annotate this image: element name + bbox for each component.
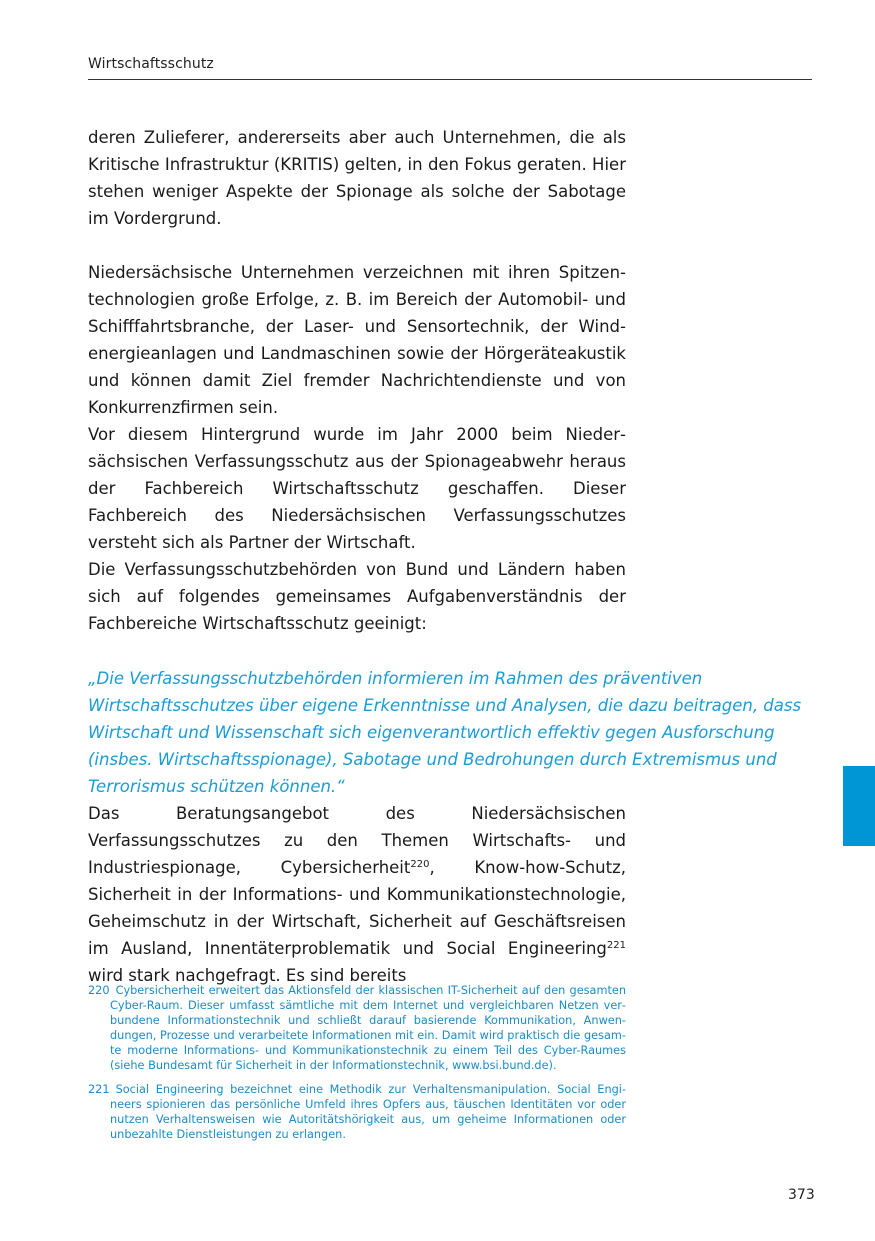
paragraph-text-part: wird stark nachgefragt. Es sind bereits [88, 966, 407, 985]
paragraph-text: Die Verfassungsschutzbehörden von Bund und Ländern haben sich auf folgendes gemeinsames Aufgabenverständnis der Fachbereiche Wirtschaftsschutz geeinigt: [88, 560, 626, 633]
paragraph-text-part: Das Beratungsangebot des Niedersächsischen Verfassungsschutzes zu den Themen Wirtschafts- und Industriespionage, Cybersicherheit [88, 804, 626, 877]
page-number: 373 [788, 1187, 815, 1203]
paragraph-text [88, 800, 626, 989]
footnote-reference: 220 [410, 859, 430, 870]
footnote-number: 220 [88, 984, 110, 997]
body-paragraphs-2-4 [88, 259, 626, 637]
body-paragraph-5 [88, 800, 626, 989]
paragraph-text: Niedersächsische Unternehmen verzeichnen mit ihren Spitzentechnologien große Erfolge, z. B. im Bereich der Automobil- und Schifffahrtsbranche, der Laser- und Sensortechnik, der Windenergieanlagen und Landmaschinen sowie der Hörgeräteakustik und können damit Ziel fremder Nachrichtendienste und von Konkurrenzfirmen sein. [88, 263, 626, 417]
body-paragraph-1 [88, 124, 626, 232]
header-divider [88, 79, 812, 80]
footnotes [88, 983, 626, 1151]
footnote-text: Cybersicherheit erweitert das Aktionsfeld der klassischen IT-Sicherheit auf den gesamten Cyber-Raum. Dieser umfasst sämtliche mit dem Internet und vergleichbaren Netzen verbundene Informationstechnik und schließt darauf basierende Kommunikation, Anwendungen, Prozesse und verarbeitete Informationen mit ein. Damit wird praktisch die gesamte moderne Informations- und Kommunikationstechnik zu einem Teil des Cyber-Raumes (siehe Bundesamt für Sicherheit in der Informationstechnik, www.bsi.bund.de). [110, 984, 626, 1072]
highlighted-quote: „Die Verfassungsschutzbehörden informieren im Rahmen des präventiven Wirtschaftsschutzes über eigene Erkenntnisse und Analysen, die dazu beitragen, dass Wirtschaft und Wissenschaft sich eigenverantwortlich effektiv gegen Ausforschung (insbes. Wirtschaftsspionage), Sabotage und Bedrohungen durch Extremismus und Terrorismus schützen können.“ [88, 669, 802, 796]
footnote-text: Social Engineering bezeichnet eine Methodik zur Verhaltensmanipulation. Social Engineers spionieren das persönliche Umfeld ihres Opfers aus, täuschen Identitäten vor oder nutzen Verhaltensweisen wie Autoritätshörigkeit aus, um geheime Informationen oder unbezahlte Dienstleistungen zu erlangen. [110, 1083, 626, 1141]
paragraph-text: Vor diesem Hintergrund wurde im Jahr 2000 beim Niedersächsischen Verfassungsschutz aus der Spionageabwehr heraus der Fachbereich Wirtschaftsschutz geschaffen. Dieser Fachbereich des Niedersächsischen Verfassungsschutzes versteht sich als Partner der Wirtschaft. [88, 425, 626, 552]
footnote-number: 221 [88, 1083, 110, 1096]
footnote [88, 1082, 626, 1142]
running-header: Wirtschaftsschutz [88, 56, 214, 72]
footnote [88, 983, 626, 1073]
footnote-reference: 221 [606, 940, 626, 951]
chapter-side-tab [843, 766, 875, 846]
paragraph-text: deren Zulieferer, andererseits aber auch Unternehmen, die als Kritische Infrastruktur (KRITIS) gelten, in den Fokus geraten. Hier stehen weniger Aspekte der Spionage als solche der Sabotage im Vordergrund. [88, 128, 626, 228]
paragraph-text-part: , Know-how-Schutz, Sicherheit in der Informations- und Kommunikationstechnologie, Geheimschutz in der Wirtschaft, Sicherheit auf Geschäftsreisen im Ausland, Innentäterproblematik und Social Engineering [88, 858, 626, 958]
